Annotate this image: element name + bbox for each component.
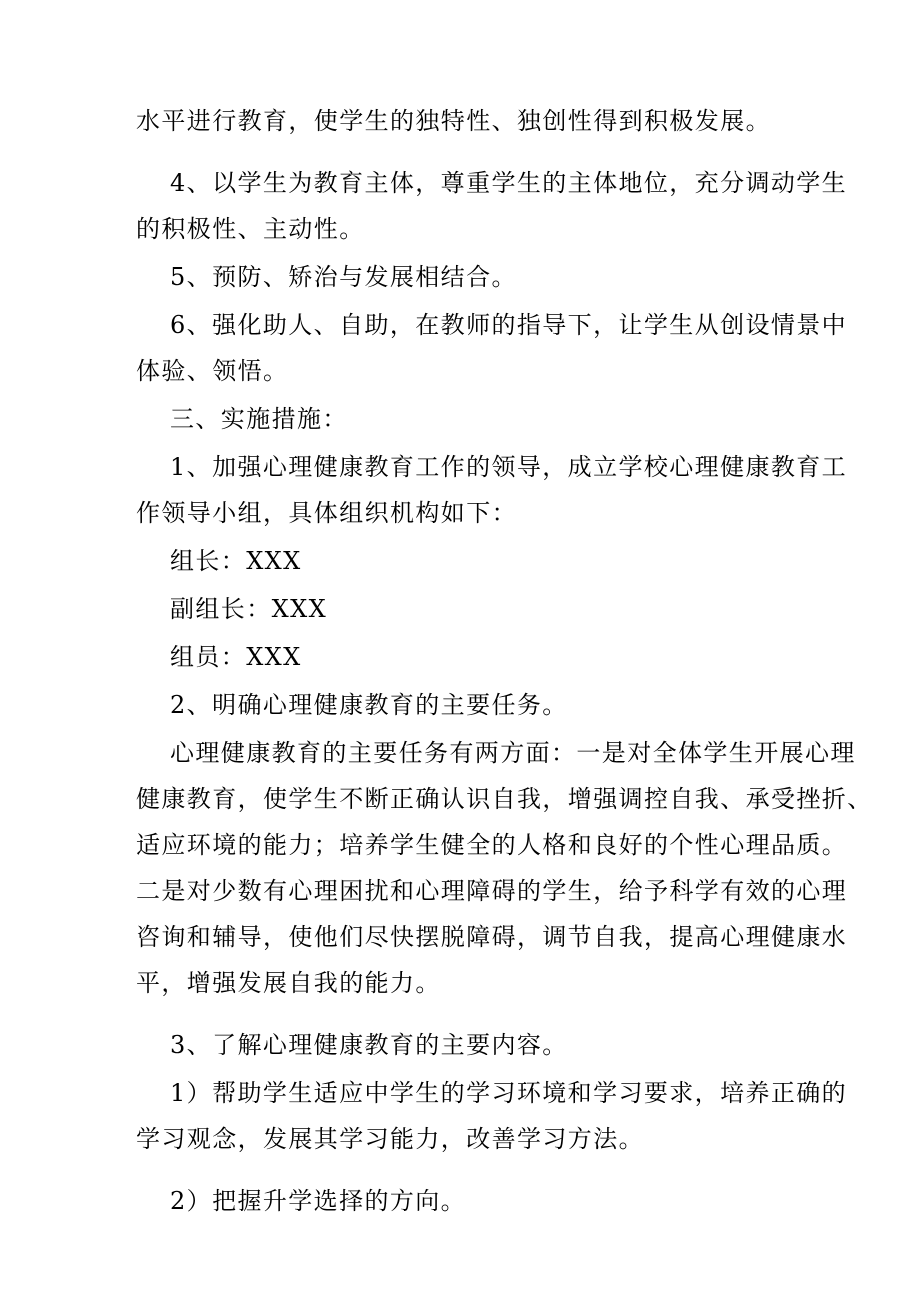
text-line: 1、加强心理健康教育工作的领导，成立学校心理健康教育工 (170, 453, 848, 481)
text-line: 心理健康教育的主要任务有两方面：一是对全体学生开展心理 (170, 739, 856, 767)
paragraph-continuation (136, 98, 796, 144)
paragraph-measure-1 (136, 444, 848, 536)
text-line: 健康教育，使学生不断正确认识自我，增强调控自我、承受挫折、 (136, 785, 873, 813)
text-line: 的积极性、主动性。 (136, 215, 365, 243)
text-line: 组员：XXX (170, 643, 302, 671)
text-line: 平，增强发展自我的能力。 (136, 969, 441, 997)
section-heading-measures (136, 396, 796, 442)
paragraph-measure-2 (136, 682, 796, 728)
text-line: 2、明确心理健康教育的主要任务。 (170, 691, 568, 719)
text-line: 二是对少数有心理困扰和心理障碍的学生，给予科学有效的心理 (136, 877, 848, 905)
paragraph-content-2 (136, 1178, 796, 1224)
text-line: 三、实施措施： (170, 405, 348, 433)
text-line: 咨询和辅导，使他们尽快摆脱障碍，调节自我，提高心理健康水 (136, 923, 848, 951)
paragraph-principle-6 (136, 302, 848, 394)
text-line: 学习观念，发展其学习能力，改善学习方法。 (136, 1125, 644, 1153)
text-line: 1）帮助学生适应中学生的学习环境和学习要求，培养正确的 (170, 1079, 848, 1107)
text-line: 作领导小组，具体组织机构如下： (136, 499, 517, 527)
text-line: 体验、领悟。 (136, 357, 289, 385)
text-line: 水平进行教育，使学生的独特性、独创性得到积极发展。 (136, 107, 771, 135)
text-line: 6、强化助人、自助，在教师的指导下，让学生从创设情景中 (170, 311, 848, 339)
text-line: 适应环境的能力；培养学生健全的人格和良好的个性心理品质。 (136, 831, 848, 859)
paragraph-principle-4 (136, 160, 848, 252)
text-line: 4、以学生为教育主体，尊重学生的主体地位，充分调动学生 (170, 169, 848, 197)
roster-members (136, 634, 796, 680)
paragraph-principle-5 (136, 254, 796, 300)
paragraph-main-tasks (136, 730, 873, 1006)
text-line: 组长：XXX (170, 547, 302, 575)
roster-leader (136, 538, 796, 584)
paragraph-measure-3 (136, 1022, 796, 1068)
paragraph-content-1 (136, 1070, 848, 1162)
roster-deputy-leader (136, 586, 796, 632)
text-line: 5、预防、矫治与发展相结合。 (170, 263, 517, 291)
text-line: 副组长：XXX (170, 595, 328, 623)
text-line: 3、了解心理健康教育的主要内容。 (170, 1031, 568, 1059)
document-body (136, 98, 873, 1224)
text-line: 2）把握升学选择的方向。 (170, 1187, 467, 1215)
